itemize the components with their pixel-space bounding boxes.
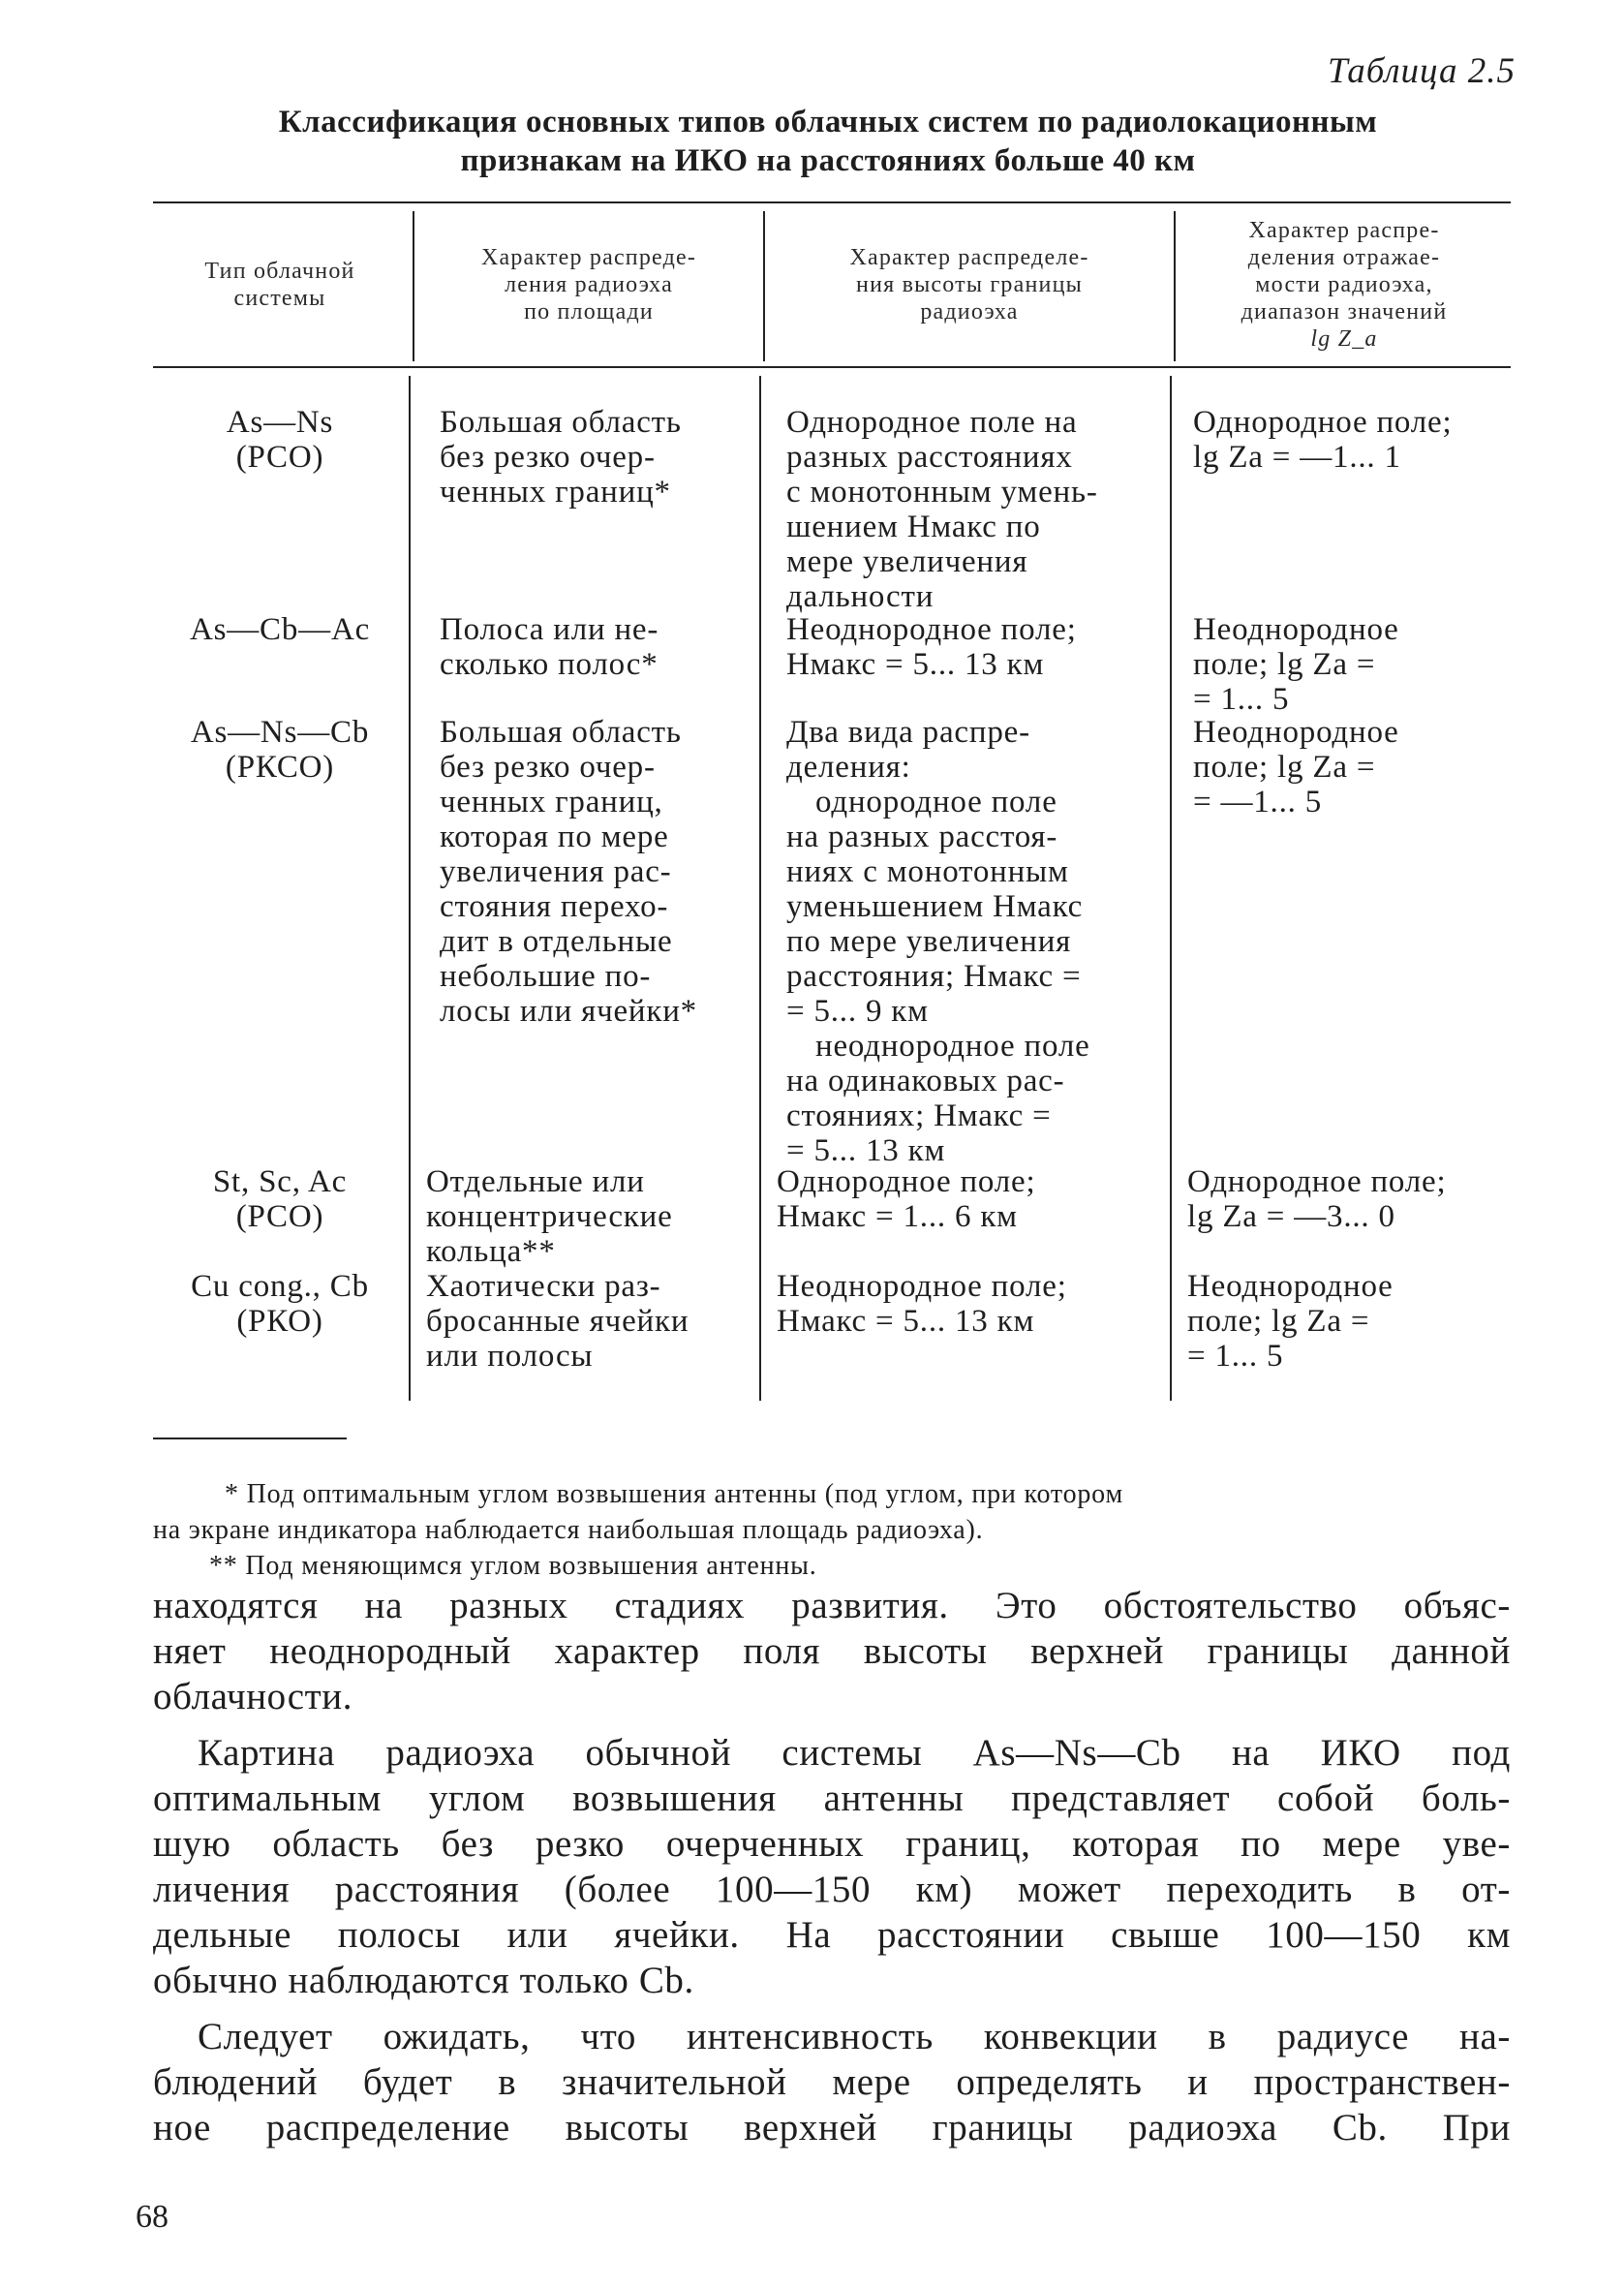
cell-line: Однородное поле; [1193,405,1453,440]
cell-line: которая по мере [440,819,669,854]
cell-line: Неоднородное поле; [777,1269,1067,1304]
cell-line: однородное поле [815,785,1057,819]
header-line: по площади [524,299,654,325]
header-line: ления радиоэха [505,272,673,297]
table-label: Таблица 2.5 [1327,51,1516,91]
cell-line: стояния перехо- [440,889,669,924]
row5-reflectivity [1187,1269,1509,1374]
classification-table [153,201,1511,1403]
page-number: 68 [136,2199,169,2235]
cell-line: или полосы [426,1339,594,1374]
header-line: радиоэха [920,299,1019,325]
header-line: диапазон значений [1241,299,1448,325]
cell-line: As—Ns—Cb [190,715,370,750]
cell-line: (РСО) [235,1199,324,1234]
cell-line: Неоднородное [1193,612,1399,647]
table-top-rule [153,201,1511,203]
row4-height [777,1164,1168,1234]
cell-line: уменьшением Hмакс [786,889,1084,924]
cell-line: Однородное поле; [1187,1164,1447,1199]
cell-line: поле; lg Za = [1193,647,1376,682]
cell-line: на разных расстоя- [786,819,1058,854]
header-line: ния высоты границы [856,272,1083,297]
row5-cloud-type [153,1269,407,1339]
text-line: Картина радиоэха обычной системы As—Ns—Cb на ИКО под [198,1732,1511,1774]
column-divider [409,376,411,1401]
row4-cloud-type [153,1164,407,1234]
cell-line: = 5... 9 км [786,994,929,1029]
row2-reflectivity [1193,612,1509,717]
text-line: няет неоднородный характер поля высоты верхней границы данной [153,1630,1511,1672]
cell-line: ченных границ, [440,785,663,819]
header-line: Характер распре- [1248,218,1440,243]
text-line: Следует ожидать, что интенсивность конвекции в радиусе на- [198,2016,1511,2057]
cell-line: lg Za = —3... 0 [1187,1199,1395,1234]
cell-line: = 1... 5 [1193,682,1290,717]
cell-line: дит в отдельные [440,924,673,959]
text-line: облачности. [153,1676,353,1717]
column-divider [1174,211,1176,361]
cell-line: (РСО) [235,440,324,475]
cell-line: (РКСО) [225,750,335,785]
cell-line: неоднородное поле [815,1029,1090,1064]
table-title [145,103,1511,180]
footnote-line: ** Под меняющимся углом возвышения антенны. [209,1551,817,1581]
column-divider [759,376,761,1401]
cell-line: Hмакс = 1... 6 км [777,1199,1018,1234]
row3-area [440,715,759,1029]
cell-line: без резко очер- [440,750,656,785]
row1-height [786,405,1168,614]
cell-line: бросанные ячейки [426,1304,689,1339]
column-divider [413,211,414,361]
footnote-line: на экране индикатора наблюдается наибольшая площадь радиоэха). [153,1515,984,1545]
cell-line: Неоднородное [1193,715,1399,750]
paragraph [153,1730,1511,2003]
table-title-line: Классификация основных типов облачных систем по радиолокационным [278,105,1378,139]
cell-line: Hмакс = 5... 13 км [777,1304,1035,1339]
cell-line: кольца** [426,1234,556,1269]
cell-line: Cu cong., Cb [191,1269,369,1304]
cell-line: As—Ns [226,405,334,440]
cell-line: Однородное поле; [777,1164,1036,1199]
cell-line: Hмакс = 5... 13 км [786,647,1045,682]
cell-line: Неоднородное поле; [786,612,1077,647]
cell-line: Неоднородное [1187,1269,1394,1304]
cell-line: Большая область [440,715,682,750]
cell-line: небольшие по- [440,959,652,994]
cell-line: St, Sc, Ac [212,1164,348,1199]
column-divider [1170,376,1172,1401]
table-title-line: признакам на ИКО на расстояниях больше 40 км [460,143,1196,178]
row3-cloud-type [153,715,407,785]
row2-height [786,612,1168,682]
cell-line: концентрические [426,1199,673,1234]
row2-area [440,612,759,682]
text-line: дельные полосы или ячейки. На расстоянии свыше 100—150 км [153,1914,1511,1956]
cell-line: (РКО) [236,1304,323,1339]
row4-reflectivity [1187,1164,1509,1234]
cell-line: по мере увеличения [786,924,1072,959]
cell-line: дальности [786,579,935,614]
cell-line: сколько полос* [440,647,659,682]
table-header-rule [153,366,1511,368]
header-area-distribution [416,244,761,325]
header-height-distribution [767,244,1172,325]
cell-line: увеличения рас- [440,854,672,889]
cell-line: = —1... 5 [1193,785,1323,819]
text-line: находятся на разных стадиях развития. Это обстоятельство объяс- [153,1585,1511,1626]
cell-line: Два вида распре- [786,715,1030,750]
cell-line: шением Hмакс по [786,510,1041,544]
cell-line: на одинаковых рас- [786,1064,1065,1098]
paragraph [153,1583,1511,1719]
cell-line: мере увеличения [786,544,1028,579]
paragraph [153,2014,1511,2150]
cell-line: ниях с монотонным [786,854,1069,889]
header-line: lg Z_a [1310,326,1378,352]
cell-line: = 1... 5 [1187,1339,1284,1374]
footnotes [153,1476,1509,1584]
row5-area [426,1269,759,1374]
header-reflectivity [1178,217,1511,353]
row1-area [440,405,759,510]
cell-line: с монотонным умень- [786,475,1098,510]
header-cloud-type [153,258,407,312]
column-divider [763,211,765,361]
header-line: деления отражае- [1247,245,1441,270]
header-line: Характер распределе- [849,245,1089,270]
text-line: блюдений будет в значительной мере определять и пространствен- [153,2061,1511,2103]
cell-line: ченных границ* [440,475,671,510]
cell-line: Однородное поле на [786,405,1078,440]
cell-line: поле; lg Za = [1187,1304,1370,1339]
text-line: шую область без резко очерченных границ, которая по мере уве- [153,1823,1511,1865]
header-line: системы [233,286,326,311]
text-line: личения расстояния (более 100—150 км) может переходить в от- [153,1869,1511,1910]
header-line: Тип облачной [204,259,355,284]
cell-line: = 5... 13 км [786,1133,946,1168]
row2-cloud-type [153,612,407,647]
footnote-line: * Под оптимальным углом возвышения антенны (под углом, при котором [225,1479,1123,1509]
cell-line: Хаотически раз- [426,1269,661,1304]
cell-line: стояниях; Hмакс = [786,1098,1052,1133]
row5-height [777,1269,1168,1339]
cell-line: поле; lg Za = [1193,750,1376,785]
header-line: Характер распреде- [480,245,697,270]
cell-line: lg Za = —1... 1 [1193,440,1401,475]
cell-line: Полоса или не- [440,612,659,647]
cell-line: без резко очер- [440,440,656,475]
cell-line: As—Cb—Ac [189,612,371,647]
row1-cloud-type [153,405,407,475]
cell-line: лосы или ячейки* [440,994,697,1029]
text-line: ное распределение высоты верхней границы радиоэха Cb. При [153,2107,1511,2149]
text-line: оптимальным углом возвышения антенны представляет собой боль- [153,1778,1511,1819]
row4-area [426,1164,759,1269]
row3-height [786,715,1168,1168]
text-line: обычно наблюдаются только Cb. [153,1960,694,2001]
cell-line: расстояния; Hмакс = [786,959,1082,994]
footnote-rule [153,1438,347,1439]
cell-line: Отдельные или [426,1164,645,1199]
header-line: мости радиоэха, [1255,272,1433,297]
cell-line: Большая область [440,405,682,440]
cell-line: разных расстояниях [786,440,1073,475]
body-text [153,1583,1511,2161]
cell-line: деления: [786,750,911,785]
row1-reflectivity [1193,405,1509,475]
row3-reflectivity [1193,715,1509,819]
